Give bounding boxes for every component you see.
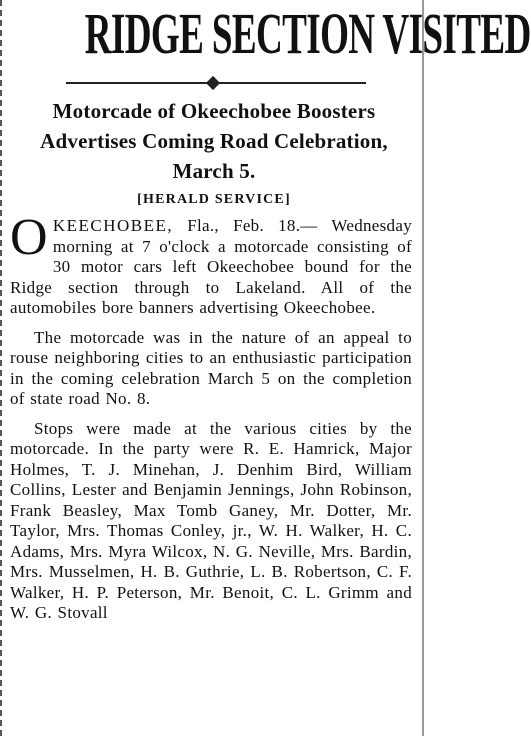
paragraph-1 bbox=[10, 209, 412, 319]
paragraph-1-text: Fla., Feb. 18.— Wednesday morning at 7 o'clock a motorcade consisting of 30 motor cars left Okeechobee bound for the Ridge section through to Lakeland. All of the automobiles bore banners advertising Okeechobee. bbox=[10, 216, 412, 317]
herald-service-line: [HERALD SERVICE] bbox=[137, 192, 291, 207]
subheadline: Motorcade of Okeechobee Boosters Advertises Coming Road Celebration, March 5. bbox=[40, 99, 388, 183]
article-body bbox=[10, 209, 412, 633]
drop-cap: O bbox=[10, 209, 48, 266]
dateline-city: KEECHOBEE, bbox=[52, 216, 174, 235]
paragraph-3: Stops were made at the various cities by the motorcade. In the party were R. E. Hamrick, Major Holmes, T. J. Minehan, J. Denhim Bird, William Collins, Lester and Benjamin Jennings, John Robinson, Frank Beasley, Max Tomb Ganey, Mr. Dotter, Mr. Taylor, Mrs. Thomas Conley, jr., W. H. Walker, H. C. Adams, Mrs. Myra Wilcox, N. G. Neville, Mrs. Bardin, Mrs. Musselmen, H. B. Guthrie, L. B. Robertson, C. F. Walker, H. P. Peterson, Mr. Benoit, C. L. Grimm and W. G. Stovall bbox=[10, 418, 412, 622]
rule-ornament bbox=[206, 76, 220, 90]
paragraph-2: The motorcade was in the nature of an appeal to rouse neighboring cities to an enthusiastic participation in the coming celebration March 5 on the completion of state road No. 8. bbox=[10, 327, 412, 408]
headline: RIDGE SECTION VISITED bbox=[84, 1, 531, 66]
